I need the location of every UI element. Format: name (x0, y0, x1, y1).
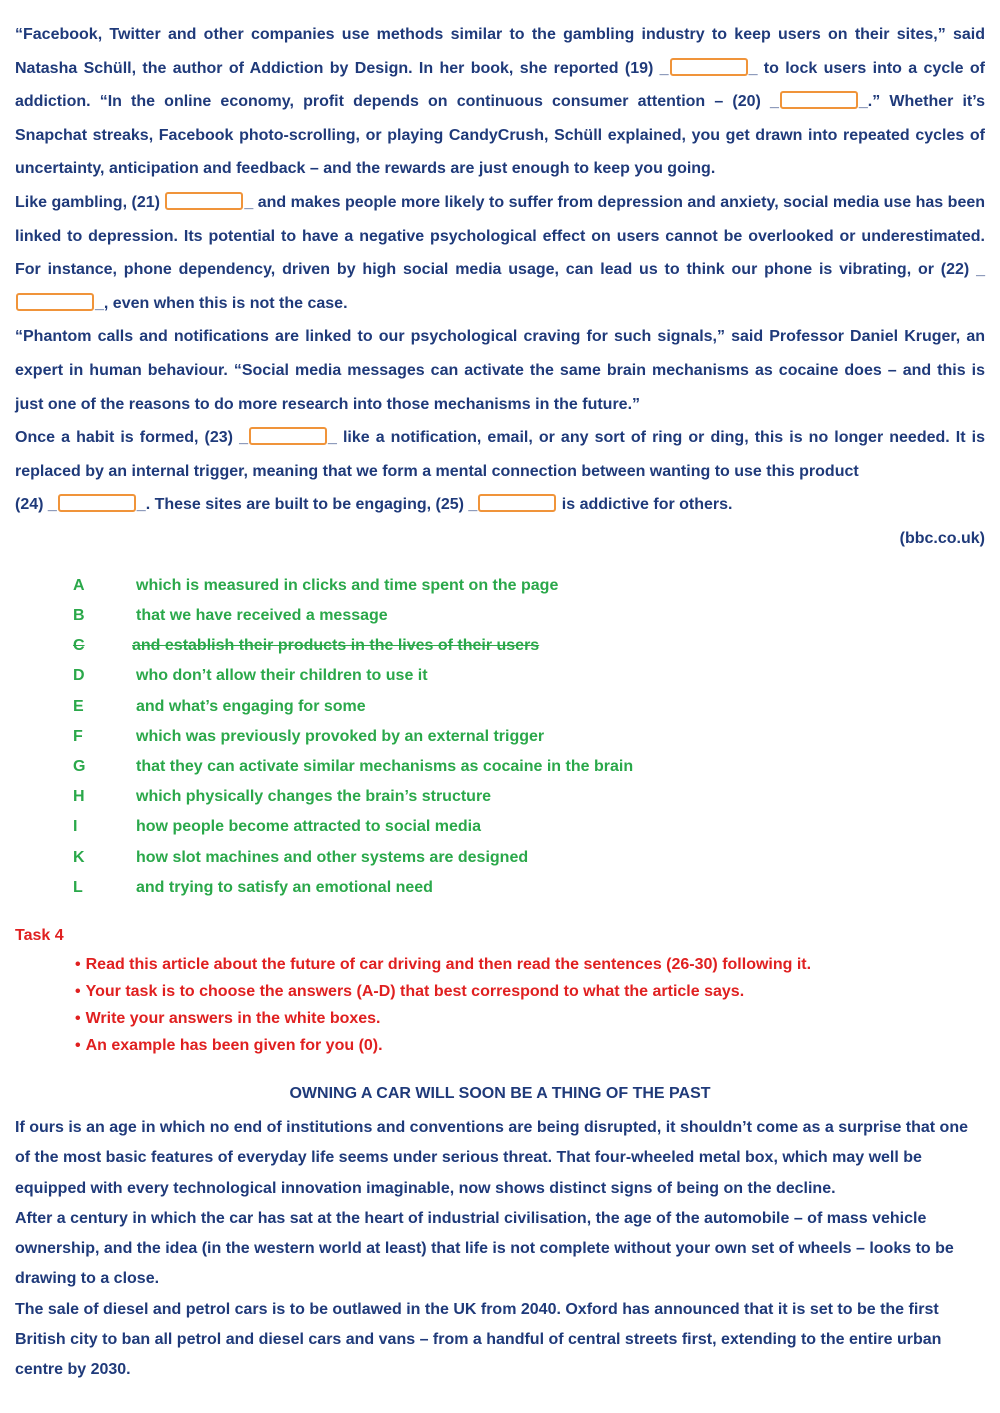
task-heading: Task 4 (15, 926, 64, 944)
option-text: which is measured in clicks and time spent on the page (136, 576, 559, 594)
article-title: OWNING A CAR WILL SOON BE A THING OF THE PAST (289, 1084, 711, 1102)
passage-paragraph-5: (24) _ _. These sites are built to be engaging, (25) _ is addictive for others. (15, 496, 733, 514)
passage-paragraph-1: “Facebook, Twitter and other companies use methods similar to the gambling industry to keep users on their sites,” said Natasha Schüll, the author of Addiction by Design. In her book, she reported (19) _ _ to lock users into a cycle of addiction. “In the online economy, profit depends on continuous consumer attention – (20) _ _.” Whether it’s Snapchat streaks, Facebook photo-scrolling, or playing CandyCrush, Schüll explained, you get drawn into repeated cycles of uncertainty, anticipation and feedback – and the rewards are just enough to keep you going. (15, 26, 986, 178)
option-letter: C (73, 637, 85, 655)
option-text: which physically changes the brain’s structure (136, 788, 492, 806)
option-item (15, 843, 985, 873)
passage-paragraph-3: “Phantom calls and notifications are linked to our psychological craving for such signals,” said Professor Daniel Kruger, an expert in human behaviour. “Social media messages can activate the same brain mechanisms as cocaine does – and this is just one of the reasons to do more research into those mechanisms in the future.” (15, 328, 985, 413)
option-item (15, 782, 985, 812)
article-paragraph: After a century in which the car has sat at the heart of industrial civilisation, the age of the automobile – of mass vehicle ownership, and the idea (in the western world at least) that life is not complete without your own set of wheels – looks to be drawing to a close. (15, 1209, 954, 1288)
option-letter: G (73, 758, 86, 776)
answer-box-23[interactable] (249, 427, 327, 445)
option-text: that we have received a message (136, 607, 388, 625)
option-item (15, 873, 985, 903)
option-text: that they can activate similar mechanisms as cocaine in the brain (136, 758, 634, 776)
answer-box-25[interactable] (478, 494, 556, 512)
option-item (15, 722, 985, 752)
option-text: and what’s engaging for some (136, 697, 366, 715)
instruction-item: • Read this article about the future of car driving and then read the sentences (26-30) following it. (75, 951, 985, 978)
source-citation: (bbc.co.uk) (899, 529, 985, 547)
option-letter: B (73, 607, 85, 625)
option-item (15, 661, 985, 691)
option-letter: A (73, 576, 85, 594)
article-paragraph: If ours is an age in which no end of institutions and conventions are being disrupted, it shouldn’t come as a surprise that one of the most basic features of everyday life seems under serious threat. That four-wheeled metal box, which may well be equipped with every technological innovation imaginable, now shows distinct signs of being on the decline. (15, 1118, 968, 1197)
option-text: who don’t allow their children to use it (136, 667, 428, 685)
answer-box-22[interactable] (16, 293, 94, 311)
answer-box-19[interactable] (670, 58, 748, 76)
option-letter: D (73, 667, 85, 685)
option-text: which was previously provoked by an external trigger (136, 727, 545, 745)
option-letter: F (73, 727, 83, 745)
option-text: how slot machines and other systems are designed (136, 848, 529, 866)
instruction-item: • Your task is to choose the answers (A-D) that best correspond to what the article says. (75, 978, 985, 1005)
option-item (15, 692, 985, 722)
passage-paragraph-2: Like gambling, (21) _ and makes people more likely to suffer from depression and anxiety, social media use has been linked to depression. Its potential to have a negative psychological effect on users cannot be overlooked or underestimated. For instance, phone dependency, driven by high social media usage, can lead us to think our phone is vibrating, or (22) __, even when this is not the case. (15, 193, 986, 312)
task-instructions (75, 951, 985, 1059)
instruction-item: • An example has been given for you (0). (75, 1032, 985, 1059)
option-item (15, 601, 985, 631)
option-letter: E (73, 697, 84, 715)
worksheet-page (15, 0, 985, 1386)
option-text: and establish their products in the lives of their users (132, 637, 540, 655)
option-letter: K (73, 848, 85, 866)
answer-box-20[interactable] (780, 91, 858, 109)
option-letter: H (73, 788, 85, 806)
article-paragraph: The sale of diesel and petrol cars is to be outlawed in the UK from 2040. Oxford has announced that it is set to be the first British city to ban all petrol and diesel cars and vans – from a handful of central streets first, extending to the entire urban centre by 2030. (15, 1300, 942, 1379)
option-item-struck (15, 631, 985, 661)
option-letter: I (73, 818, 78, 836)
option-item (15, 812, 985, 842)
answer-options-list (15, 571, 985, 903)
option-item (15, 752, 985, 782)
answer-box-21[interactable] (165, 192, 243, 210)
option-text: and trying to satisfy an emotional need (136, 878, 433, 896)
answer-box-24[interactable] (58, 494, 136, 512)
option-letter: L (73, 878, 83, 896)
passage-paragraph-4: Once a habit is formed, (23) _ _ like a notification, email, or any sort of ring or ding, this is no longer needed. It is replaced by an internal trigger, meaning that we form a mental connection between wanting to use this product (15, 429, 985, 480)
option-item (15, 571, 985, 601)
option-text: how people become attracted to social media (136, 818, 481, 836)
instruction-item: • Write your answers in the white boxes. (75, 1005, 985, 1032)
